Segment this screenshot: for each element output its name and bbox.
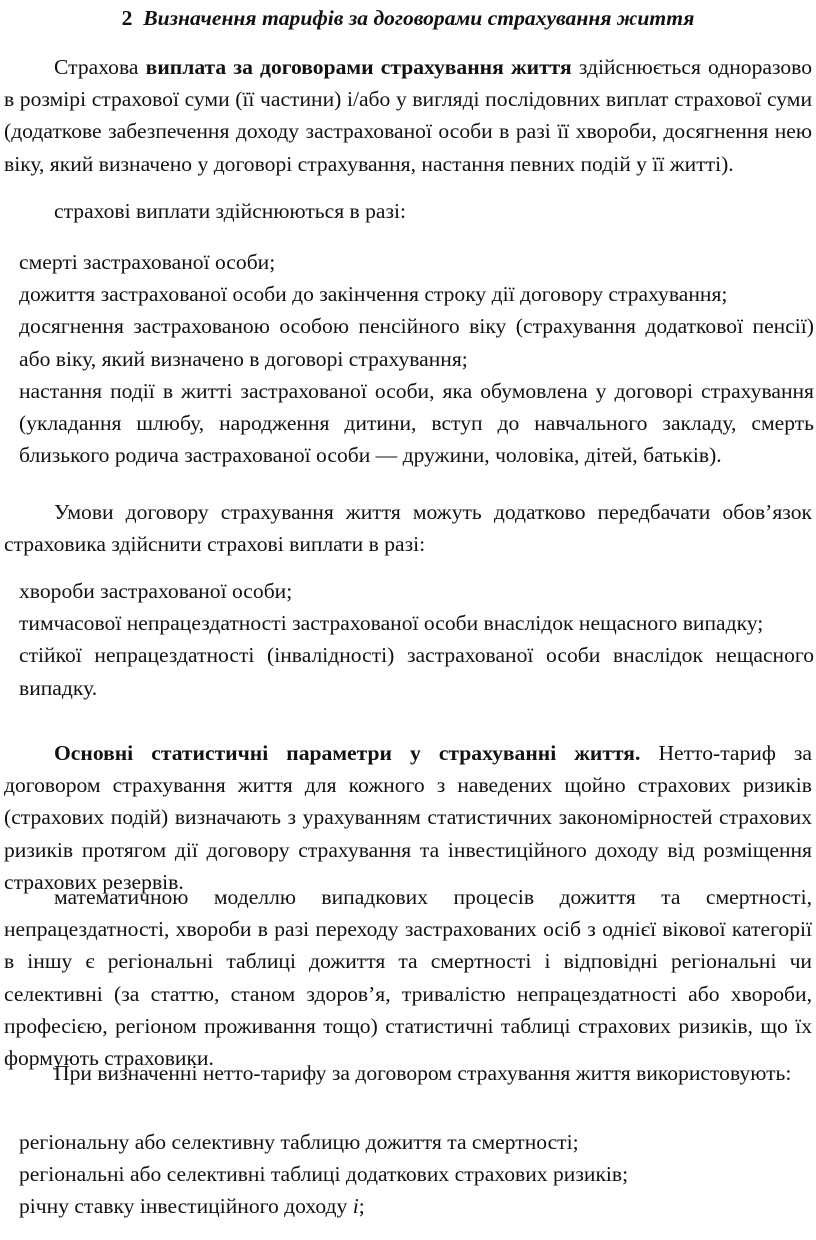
- intro-rest: здійснюється одноразово в розмірі страхової суми (її частини) і/або у вигляді послідовних виплат страхової суми (додаткове забезпечення доходу застрахованої особи в разі її хвороби, досягнення нею віку, який визначено у договорі страхування, настання певних подій у її житті).: [4, 55, 813, 176]
- list-item-last: [17, 1190, 814, 1222]
- last-item-text: річну ставку інвестиційного доходу: [19, 1194, 353, 1219]
- conditions-list: [17, 575, 814, 704]
- intro-bold-term: виплата за договорами страхування життя: [145, 55, 572, 79]
- intro-paragraph: [4, 51, 812, 180]
- stats-bold-heading: Основні статистичні параметри у страхуванні життя.: [54, 741, 641, 765]
- list-item: регіональну або селективну таблицю дожиття та смертності;: [19, 1130, 579, 1154]
- conditions-paragraph: Умови договору страхування життя можуть додатково передбачати обов’язок страховика здійснити страхові виплати в разі:: [4, 500, 812, 557]
- stats-paragraph: [4, 737, 812, 898]
- list-item: досягнення застрахованою особою пенсійного віку (страхування додаткової пенсії) або віку, який визначено в договорі страхування;: [19, 314, 814, 371]
- section-number: 2: [121, 6, 133, 30]
- list-item: регіональні або селективні таблиці додаткових страхових ризиків;: [19, 1162, 629, 1187]
- net-tariff-list: [17, 1126, 814, 1223]
- section-title: Визначення тарифів за договорами страхування життя: [143, 6, 695, 30]
- last-item-end: ;: [358, 1194, 365, 1219]
- model-paragraph: математичною моделлю випадкових процесів дожиття та смертності, непрацездатності, хвороби в разі переходу застрахованих осіб з однієї вікової категорії в іншу є регіональні таблиці дожиття та смертності і відповідні регіональні чи селективні (за статтю, станом здоров’я, тривалістю непрацездатності або хвороби, професією, регіоном проживання тощо) статистичні таблиці страхових ризиків, що їх формують страховики.: [4, 885, 812, 1071]
- intro-lead: Страхова: [54, 55, 146, 79]
- list-item: дожиття застрахованої особи до закінчення строку дії договору страхування;: [19, 282, 728, 307]
- section-heading: [0, 2, 816, 34]
- payments-intro: страхові виплати здійснюються в разі:: [54, 199, 407, 223]
- list-item: стійкої непрацездатності (інвалідності) застрахованої особи внаслідок нещасного випадку.: [19, 643, 814, 700]
- stats-rest: Нетто-тариф за договором страхування життя для кожного з наведених щойно страхових ризиків (страхових подій) визначають з урахуванням статистичних закономірностей страхових ризиків протягом дії договору страхування та інвестиційного доходу від розміщення страхових резервів.: [4, 741, 812, 894]
- payments-list: [17, 246, 814, 471]
- list-item: смерті застрахованої особи;: [19, 250, 276, 274]
- net-tariff-intro: При визначенні нетто-тарифу за договором страхування життя використовують:: [54, 1061, 792, 1085]
- list-item: тимчасової непрацездатності застрахованої особи внаслідок нещасного випадку;: [19, 611, 764, 636]
- last-item-variable: i: [352, 1194, 359, 1219]
- list-item: настання події в житті застрахованої особи, яка обумовлена у договорі страхування (укладання шлюбу, народження дитини, вступ до навчального закладу, смерть близького родича застрахованої особи — дружини, чоловіка, дітей, батьків).: [19, 378, 814, 468]
- list-item: хвороби застрахованої особи;: [19, 579, 293, 603]
